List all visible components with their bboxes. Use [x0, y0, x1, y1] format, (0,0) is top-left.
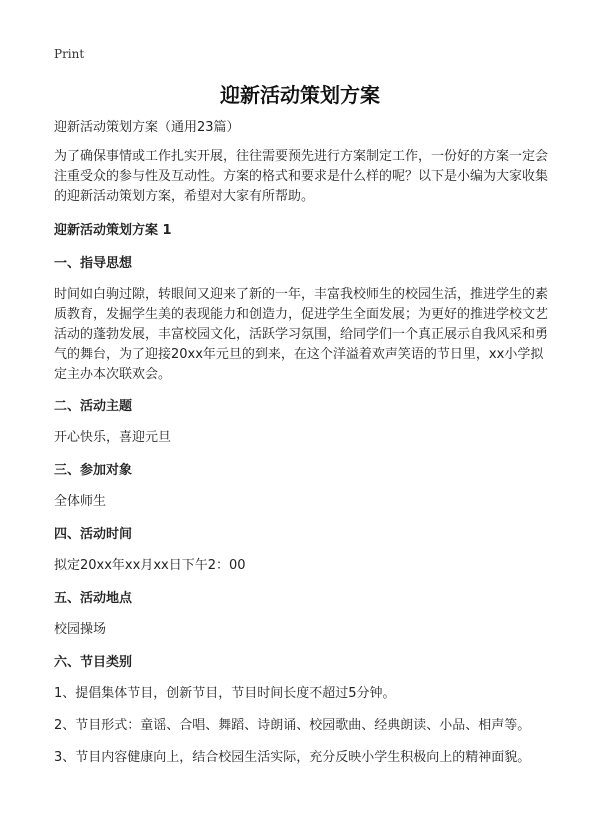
- section-heading-theme: 二、活动主题: [54, 399, 133, 414]
- section-body-guiding-idea: 时间如白驹过隙，转眼间又迎来了新的一年，丰富我校师生的校园生活，推进学生的素质教育，发掘学生美的表现能力和创造力，促进学生全面发展；为更好的推进学校文艺活动的蓬勃发展，丰富校园文化，活跃学习氛围，给同学们一个真正展示自我风采和勇气的舞台，为了迎接20xx年元旦的到来，在这个洋溢着欢声笑语的节日里，xx小学拟定主办本次联欢会。: [54, 287, 549, 382]
- print-link[interactable]: Print: [54, 47, 85, 61]
- section-body-participants: 全体师生: [54, 494, 107, 509]
- section-heading-guiding-idea: 一、指导思想: [54, 256, 133, 271]
- plan-heading: 迎新活动策划方案 1: [54, 223, 172, 238]
- list-item: 2、节目形式：童谣、合唱、舞蹈、诗朗诵、校园歌曲、经典朗读、小品、相声等。: [54, 718, 531, 733]
- section-heading-location: 五、活动地点: [54, 591, 133, 606]
- section-heading-participants: 三、参加对象: [54, 463, 133, 478]
- section-heading-program-types: 六、节目类别: [54, 655, 133, 670]
- section-body-location: 校园操场: [54, 622, 107, 637]
- document-body: [54, 118, 550, 780]
- list-item: 1、提倡集体节目，创新节目，节目时间长度不超过5分钟。: [54, 686, 396, 701]
- list-item: 3、节目内容健康向上，结合校园生活实际，充分反映小学生积极向上的精神面貌。: [54, 750, 531, 765]
- section-body-time: 拟定20xx年xx月xx日下午2：00: [54, 558, 246, 573]
- page-title: 迎新活动策划方案: [220, 83, 380, 107]
- section-heading-time: 四、活动时间: [54, 527, 133, 542]
- intro-paragraph: 为了确保事情或工作扎实开展，往往需要预先进行方案制定工作，一份好的方案一定会注重受众的参与性及互动性。方案的格式和要求是什么样的呢？以下是小编为大家收集的迎新活动策划方案，希望对大家有所帮助。: [54, 149, 549, 204]
- section-body-theme: 开心快乐，喜迎元旦: [54, 430, 172, 445]
- document-subtitle: 迎新活动策划方案（通用23篇）: [54, 120, 240, 135]
